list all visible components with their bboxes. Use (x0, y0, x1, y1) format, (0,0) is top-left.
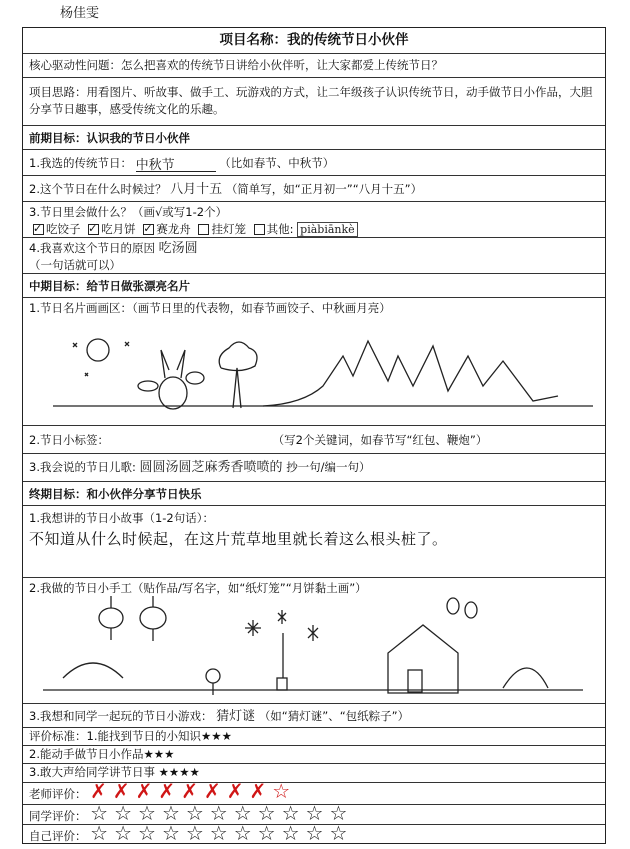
late-goal-heading: 终期目标：和小伙伴分享节日快乐 (23, 482, 605, 506)
q4-label: 4.我喜欢这个节日的原因 (29, 241, 155, 255)
lantern-icon (99, 608, 123, 628)
q1-hint: （比如春节、中秋节） (219, 156, 335, 170)
checkbox-mooncake[interactable] (88, 224, 99, 235)
firework-icon (308, 625, 318, 641)
teacher-stars: ✗✗✗✗✗✗✗✗☆ (90, 779, 297, 803)
game-row (23, 704, 605, 728)
checkbox-lantern[interactable] (198, 224, 209, 235)
project-title: 项目名称：我的传统节日小伙伴 (23, 28, 605, 54)
lantern-icon (465, 602, 477, 618)
star-icon (125, 342, 129, 346)
story-text: 不知道从什么时候起，在这片荒草地里就长着这么根头桩了。 (29, 530, 448, 548)
q2-label: 2.这个节日在什么时候过？ (29, 182, 167, 196)
q4-answer: 吃汤圆 (158, 241, 198, 256)
story-label: 1.我想讲的节日小故事（1-2句话）： (29, 511, 215, 525)
q1-answer: 中秋节 (136, 157, 216, 172)
early-goal-heading: 前期目标：认识我的节日小伙伴 (23, 126, 605, 150)
worksheet (22, 27, 606, 844)
cave-icon (63, 663, 123, 678)
lantern-icon (447, 598, 459, 614)
q3-row (23, 202, 605, 238)
tree-crown (219, 342, 257, 371)
craft-row (23, 578, 605, 704)
self-eval-row (23, 821, 605, 845)
firework-icon (245, 620, 261, 636)
mid-goal-heading: 中期目标：给节日做张漂亮名片 (23, 274, 605, 298)
peer-eval-label: 同学评价： (29, 809, 87, 823)
lantern-icon (140, 607, 166, 629)
star-icon (73, 343, 77, 347)
q3-label: 3.节日里会做什么？（画√或写1-2个） (29, 205, 228, 219)
q2-answer: 八月十五 (170, 182, 223, 197)
q2-hint: （简单写，如“正月初一”“八月十五”） (225, 182, 423, 196)
core-question: 核心驱动性问题：怎么把喜欢的传统节日讲给小伙伴听，让大家都爱上传统节日？ (23, 54, 605, 78)
craft-label: 2.我做的节日小手工（贴作品/写名字，如“纸灯笼”“月饼黏土画”） (29, 581, 367, 595)
option-dragon-boat: 赛龙舟 (156, 222, 191, 236)
criteria-2: 2.能动手做节日小作品★★★ (23, 746, 605, 764)
self-stars: ☆☆☆☆☆☆☆☆☆☆☆ (90, 821, 354, 845)
other-answer: piàbiānkè (297, 222, 358, 237)
rabbit-body (159, 377, 187, 409)
checkbox-dragon-boat[interactable] (143, 224, 154, 235)
tree-trunk (233, 368, 241, 408)
option-lantern: 挂灯笼 (211, 222, 246, 236)
criteria-1: 评价标准：1.能找到节日的小知识★★★ (23, 728, 605, 746)
tag-label: 2.节日小标签： (29, 433, 109, 447)
q1-label: 1.我选的传统节日： (29, 156, 132, 170)
story-row (23, 506, 605, 578)
q4-hint: （一句话就可以） (29, 258, 121, 272)
game-answer: 猜灯谜 (216, 709, 256, 724)
game-label: 3.我想和同学一起玩的节日小游戏： (29, 709, 213, 723)
peer-stars: ☆☆☆☆☆☆☆☆☆☆☆ (90, 801, 354, 825)
tag-row (23, 426, 605, 454)
mountains (263, 341, 558, 406)
rhyme-answer: 圆圆汤圆芝麻秀香喷喷的 (139, 460, 283, 475)
criteria-3: 3.敢大声给同学讲节日事 ★★★★ (23, 764, 605, 783)
option-dumplings: 吃饺子 (46, 222, 81, 236)
card-area-label: 1.节日名片画画区：（画节日里的代表物，如春节画饺子、中秋画月亮） (29, 301, 391, 315)
person-icon (206, 669, 220, 683)
checkbox-other[interactable] (254, 224, 265, 235)
house-icon (388, 625, 458, 693)
option-mooncake: 吃月饼 (101, 222, 136, 236)
student-name: 杨佳雯 (60, 6, 100, 21)
checkbox-dumplings[interactable] (33, 224, 44, 235)
firework-icon (278, 610, 286, 624)
cave-icon (503, 668, 548, 688)
q3-options (29, 221, 599, 238)
option-other: 其他: (266, 222, 294, 236)
self-eval-label: 自己评价： (29, 829, 87, 843)
game-hint: （如“猜灯谜”、“包纸粽子”） (258, 709, 410, 723)
tag-hint: （写2个关键词，如春节写“红包、鞭炮”） (272, 433, 488, 447)
teacher-eval-label: 老师评价： (29, 787, 87, 801)
rhyme-hint: 抄一句/编一句） (286, 460, 371, 474)
rabbit-ears (161, 350, 185, 378)
q4-row (23, 238, 605, 274)
rhyme-row (23, 454, 605, 482)
rhyme-label: 3.我会说的节日儿歌: (29, 460, 136, 474)
q2-row (23, 176, 605, 202)
moon-icon (87, 339, 109, 361)
q1-row (23, 150, 605, 176)
star-icon (85, 373, 88, 376)
card-drawing-area (23, 298, 605, 426)
bowl-icon (186, 372, 204, 384)
firework-tube (277, 678, 287, 690)
plate-icon (138, 381, 158, 391)
project-idea: 项目思路：用看图片、听故事、做手工、玩游戏的方式，让二年级孩子认识传统节日，动手做节日小作品，大胆分享节日趣事，感受传统文化的乐趣。 (23, 78, 605, 126)
card-drawing (23, 298, 607, 426)
craft-drawing (23, 578, 607, 704)
